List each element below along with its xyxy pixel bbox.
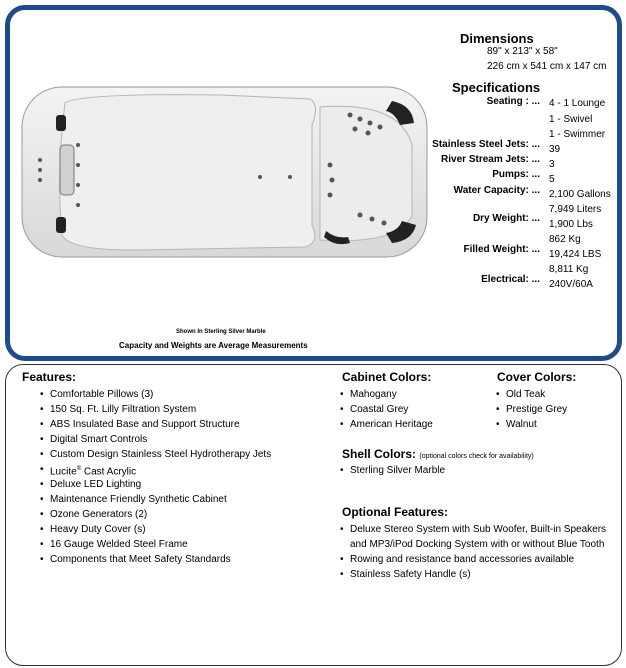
shell-colors-note: (optional colors check for availability)	[419, 453, 534, 460]
list-item: • 150 Sq. Ft. Lilly Filtration System	[40, 402, 271, 417]
seating-value-2: 1 - Swivel	[549, 114, 593, 125]
filled-weight-value-2: 8,811 Kg	[549, 264, 589, 275]
filled-weight-label: Filled Weight: ...	[463, 244, 540, 255]
list-item: • Components that Meet Safety Standards	[40, 552, 271, 567]
registered-mark: ®	[76, 466, 82, 472]
list-item: • Prestige Grey	[496, 402, 567, 417]
swim-spa-image	[20, 85, 430, 260]
river-jets-value: 3	[549, 159, 555, 170]
list-item: • Ozone Generators (2)	[40, 507, 271, 522]
seating-value-3: 1 - Swimmer	[549, 129, 606, 140]
filled-weight-value-1: 19,424 LBS	[549, 249, 602, 260]
dimensions-metric: 226 cm x 541 cm x 147 cm	[487, 61, 607, 72]
list-item: • Digital Smart Controls	[40, 432, 271, 447]
list-item: • Old Teak	[496, 387, 567, 402]
lucite-text: Cast Acrylic	[83, 466, 137, 478]
electrical-label: Electrical: ...	[481, 274, 540, 285]
dry-weight-value-2: 862 Kg	[549, 234, 581, 245]
list-item: • Walnut	[496, 417, 567, 432]
features-title: Features:	[22, 370, 77, 384]
list-item: • Custom Design Stainless Steel Hydrotherapy Jets	[40, 447, 271, 462]
river-jets-label: River Stream Jets: ...	[441, 154, 540, 165]
list-item: • ABS Insulated Base and Support Structure	[40, 417, 271, 432]
list-item: • 16 Gauge Welded Steel Frame	[40, 537, 271, 552]
dimensions-title: Dimensions	[460, 31, 534, 46]
cover-colors-list	[496, 387, 567, 432]
shown-in-note: Shown In Sterling Silver Marble	[176, 329, 266, 335]
specifications-title: Specifications	[452, 80, 541, 95]
list-item: • Rowing and resistance band accessories available	[340, 552, 606, 567]
list-item: • Deluxe Stereo System with Sub Woofer, Built-in Speakers	[340, 522, 606, 537]
list-item: • Heavy Duty Cover (s)	[40, 522, 271, 537]
list-item: • Maintenance Friendly Synthetic Cabinet	[40, 492, 271, 507]
lucite-brand: Lucite	[50, 466, 77, 478]
water-capacity-label: Water Capacity: ...	[453, 185, 540, 196]
pumps-label: Pumps: ...	[492, 169, 540, 180]
optional-features-title: Optional Features:	[342, 505, 449, 519]
cabinet-colors-title: Cabinet Colors:	[342, 370, 432, 384]
cover-colors-title: Cover Colors:	[497, 370, 577, 384]
seating-value-1: 4 - 1 Lounge	[549, 98, 606, 109]
list-item-continuation: and MP3/iPod Docking System with or without Blue Tooth	[350, 539, 605, 550]
list-item: • Sterling Silver Marble	[340, 463, 445, 478]
list-item	[40, 462, 271, 477]
jets-value: 39	[549, 144, 561, 155]
list-item: • Deluxe LED Lighting	[40, 477, 271, 492]
list-item: • Stainless Safety Handle (s)	[340, 567, 606, 582]
optional-features-list	[340, 522, 606, 582]
list-item: • Comfortable Pillows (3)	[40, 387, 271, 402]
dry-weight-label: Dry Weight: ...	[472, 213, 540, 224]
cabinet-colors-list	[340, 387, 433, 432]
pumps-value: 5	[549, 174, 555, 185]
dimensions-imperial: 89" x 213" x 58"	[487, 46, 558, 57]
water-capacity-value-2: 7,949 Liters	[549, 204, 602, 215]
shell-colors-title: Shell Colors: (optional colors check for availability)	[342, 447, 534, 461]
list-item: • American Heritage	[340, 417, 433, 432]
list-item: • Mahogany	[340, 387, 433, 402]
list-item: • Coastal Grey	[340, 402, 433, 417]
dry-weight-value-1: 1,900 Lbs	[549, 219, 593, 230]
seating-label: Seating : ...	[486, 96, 540, 107]
shell-colors-list	[340, 463, 445, 478]
features-list	[40, 387, 271, 567]
electrical-value: 240V/60A	[549, 279, 593, 290]
capacity-note: Capacity and Weights are Average Measurements	[119, 341, 308, 350]
water-capacity-value-1: 2,100 Gallons	[549, 189, 611, 200]
jets-label: Stainless Steel Jets: ...	[432, 139, 540, 150]
